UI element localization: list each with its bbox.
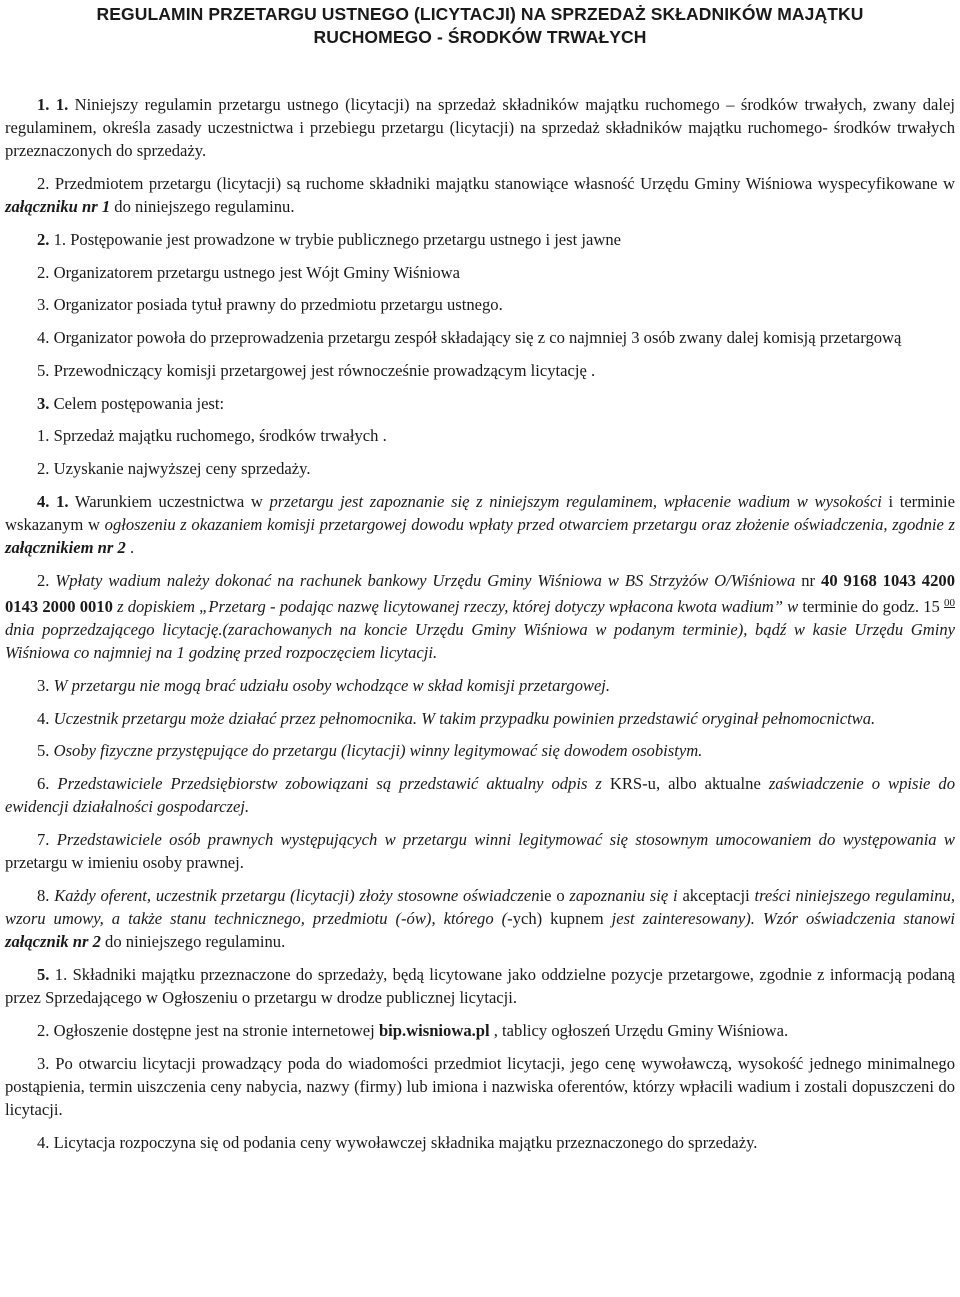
section-3-paragraph-2: 2. Uzyskanie najwyższej ceny sprzedaży. (37, 458, 311, 478)
paragraph-text: , tablicy ogłoszeń Urzędu Gminy Wiśniowa. (489, 1021, 789, 1040)
section-3-heading (5, 392, 955, 415)
title-line-1: REGULAMIN PRZETARGU USTNEGO (LICYTACJI) NA SPRZEDAŻ SKŁADNIKÓW MAJĄTKU (96, 4, 864, 24)
section-2-paragraph-5: 5. Przewodniczący komisji przetargowej jest równocześnie prowadzącym licytację . (37, 360, 596, 380)
paragraph-text: do niniejszego regulaminu. (100, 932, 286, 952)
section-2-paragraph-3: 3. Organizator posiada tytuł prawny do przedmiotu przetargu ustnego. (37, 295, 503, 315)
paragraph-number: 3. (37, 676, 50, 696)
paragraph-number: 7. (37, 830, 50, 850)
paragraph-text: akceptacji (682, 885, 755, 905)
paragraph-text: Wpłaty wadium należy dokonać na rachunek bankowy Urzędu Gminy Wiśniowa w BS Strzyżów O/Wiśniowa (49, 570, 796, 590)
section-5-paragraph-1 (5, 963, 955, 1009)
paragraph-text: W przetargu nie mogą brać udziału osoby wchodzące w skład komisji przetargowej. (49, 676, 611, 696)
paragraph-text: ych) kupnem (512, 909, 612, 929)
section-1-paragraph-2 (5, 172, 955, 218)
paragraph-number: 8. (37, 885, 50, 905)
paragraph-number: 6. (37, 774, 50, 794)
section-2-paragraph-2: 2. Organizatorem przetargu ustnego jest Wójt Gminy Wiśniowa (37, 262, 461, 282)
paragraph-text: przetargu w imieniu osoby prawnej. (5, 853, 244, 873)
paragraph-text: wysokości (814, 491, 882, 511)
time-minutes-superscript: 00 (944, 596, 956, 609)
paragraph-text: przetargu jest zapoznanie się z niniejszym regulaminem, wpłacenie wadium w (269, 491, 815, 511)
paragraph-text: Każdy oferent, uczestnik przetargu (licytacji) złoży stosowne oświadczen (49, 885, 540, 905)
paragraph-number: 5. (37, 741, 50, 761)
section-4-paragraph-7 (5, 828, 955, 874)
paragraph-text: ie o (539, 885, 570, 905)
section-1-number: 1. 1. (37, 95, 69, 114)
paragraph-text: zapoznaniu się i (569, 885, 683, 905)
section-5-paragraph-3: 3. Po otwarciu licytacji prowadzący poda do wiadomości przedmiot licytacji, jego cenę wywoławczą, wysokość jednego minimalnego postąpienia, termin uiszczenia ceny nabycia, nazwy (firmy) lub imiona i nazwiska oferentów, którzy wpłacili wadium i zostali dopuszczeni do licytacji. (5, 1053, 955, 1120)
section-5-number: 5. (37, 965, 50, 985)
section-4-paragraph-3 (5, 674, 955, 697)
section-5-paragraph-4: 4. Licytacja rozpoczyna się od podania ceny wywoławczej składnika majątku przeznaczonego do sprzedaży. (37, 1132, 758, 1152)
section-4-paragraph-4 (5, 707, 955, 730)
section-4-paragraph-2 (5, 569, 955, 665)
annex-reference: załącznik nr 2 (5, 932, 101, 952)
section-4-paragraph-8 (5, 884, 955, 954)
paragraph-number: 2. (37, 174, 50, 194)
paragraph-text: ogłoszeniu z okazaniem komisji przetargowej dowodu wpłaty przed otwarciem przetargu oraz złożenie oświadczenia, zgodnie z (104, 514, 955, 534)
paragraph-text: z dopiskiem „Przetarg - podając nazwę licytowanej rzeczy, której dotyczy wpłacona kwota wadium” w (112, 596, 799, 616)
section-2-paragraph-4: 4. Organizator powoła do przeprowadzenia przetargu zespół składający się z co najmniej 3 osób zwany dalej komisją przetargową (37, 328, 902, 348)
section-4-number: 4. (37, 491, 50, 511)
document-page (5, 3, 955, 1164)
section-5-paragraph-2 (5, 1019, 955, 1042)
section-4-paragraph-1 (5, 490, 955, 560)
paragraph-text: . (125, 538, 135, 558)
paragraph-text: jest zainteresowany). Wzór oświadczenia stanowi (611, 909, 955, 929)
paragraph-text: Przedstawiciele Przedsiębiorstw zobowiązani są przedstawić aktualny odpis z (49, 774, 610, 794)
paragraph-text: nr (795, 570, 822, 590)
paragraph-text: i terminie wskazanym w (5, 491, 956, 534)
paragraph-text: dnia poprzedzającego licytację.(zarachowanych na koncie Urzędu Gminy Wiśniowa w podanym terminie), bądź w kasie Urzędu Gminy Wiśniowa co najmniej na 1 godzinę przed rozpoczęciem licytacji. (5, 620, 955, 663)
paragraph-text: do niniejszego regulaminu. (110, 197, 295, 217)
paragraph-text: treści niniejszego regulaminu, wzoru umowy, a także stanu technicznego, przedmiotu (-ów), którego (- (5, 885, 956, 929)
section-4-paragraph-6 (5, 772, 955, 818)
section-4-paragraph-5 (5, 739, 955, 762)
section-1-paragraph-1 (5, 93, 955, 163)
paragraph-text: Osoby fizyczne przystępujące do przetargu (licytacji) winny legitymować się dowodem osobistym. (49, 741, 703, 761)
document-body (5, 93, 955, 1154)
bank-account-number: 40 9168 1043 4200 0143 2000 0010 (5, 570, 955, 616)
section-2-number: 2. (37, 230, 50, 250)
paragraph-text: 2. Ogłoszenie dostępne jest na stronie internetowej (37, 1021, 379, 1040)
paragraph-text: Warunkiem uczestnictwa w (68, 491, 270, 511)
title-line-2: RUCHOMEGO - ŚRODKÓW TRWAŁYCH (313, 27, 647, 47)
annex-reference: załącznikiem nr 2 (5, 538, 126, 558)
paragraph-text: 1. Postępowanie jest prowadzone w trybie publicznego przetargu ustnego i jest jawne (49, 230, 622, 250)
paragraph-text: Celem postępowania jest: (49, 393, 225, 413)
paragraph-text: terminie do godz. 15 (798, 596, 945, 616)
section-3-number: 3. (37, 393, 50, 413)
section-3-paragraph-1: 1. Sprzedaż majątku ruchomego, środków trwałych . (37, 426, 387, 446)
paragraph-number: 2. (37, 570, 50, 590)
paragraph-text: Przedmiotem przetargu (licytacji) są ruchome składniki majątku stanowiące własność Urzędu Gminy Wiśniowa wyspecyfikowane w (49, 174, 955, 194)
website-link[interactable]: bip.wisniowa.pl (378, 1021, 490, 1040)
paragraph-text: 1. Składniki majątku przeznaczone do sprzedaży, będą licytowane jako oddzielne pozycje przetargowe, zgodnie z informacją podaną przez Sprzedającego w Ogłoszeniu o przetargu w drodze publicznej licytacji. (5, 965, 955, 1008)
paragraph-number: 1. (49, 491, 69, 511)
paragraph-text: KRS-u, albo aktualne (609, 774, 769, 794)
paragraph-text: Uczestnik przetargu może działać przez pełnomocnika. W takim przypadku powinien przedstawić oryginał pełnomocnictwa. (49, 708, 876, 728)
paragraph-text: Przedstawiciele osób prawnych występujących w przetargu winni legitymować się stosownym umocowaniem do występowania w (49, 830, 955, 850)
section-1-text: Niniejszy regulamin przetargu ustnego (licytacji) na sprzedaż składników majątku ruchomego – środków trwałych, zwany dalej regulaminem, określa zasady uczestnictwa i przebiegu przetargu (licytacji) na sprzedaż składników majątku ruchomego- środków trwałych przeznaczonych do sprzedaży. (5, 95, 955, 161)
paragraph-text: zaświadczenie o wpisie do ewidencji działalności gospodarczej. (5, 774, 955, 817)
document-title (5, 3, 955, 49)
section-2-paragraph-1 (5, 228, 955, 251)
annex-reference: załączniku nr 1 (5, 197, 111, 217)
paragraph-number: 4. (37, 708, 50, 728)
